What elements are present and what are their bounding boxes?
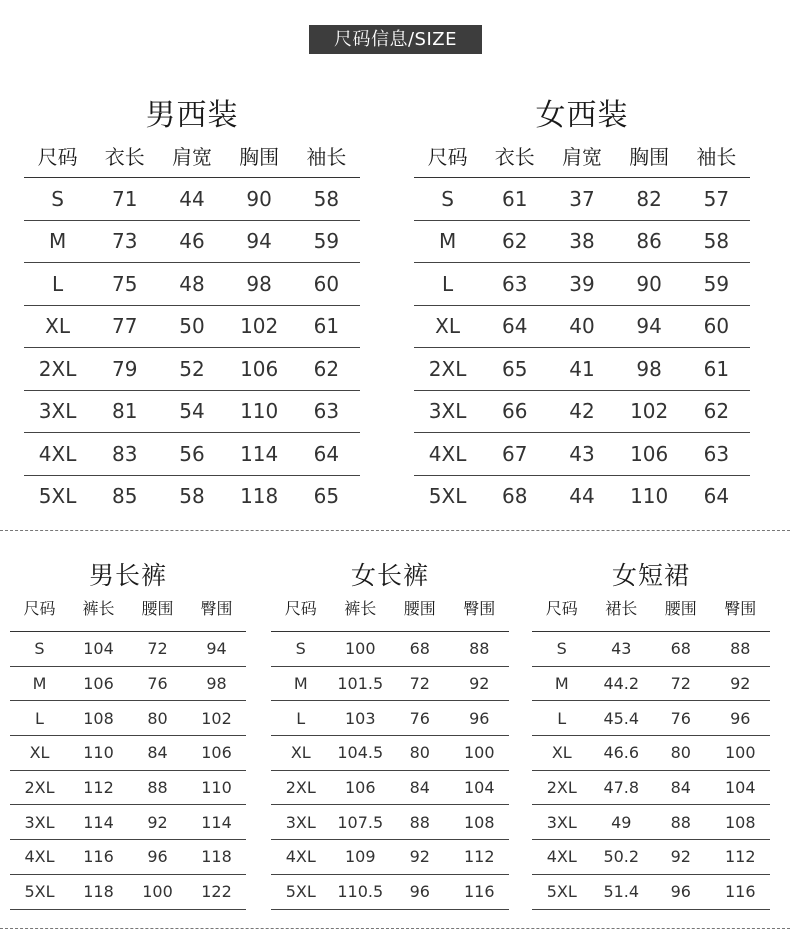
measurement-cell: 102 <box>226 305 293 348</box>
table-row <box>414 475 750 517</box>
size-cell: XL <box>10 736 69 771</box>
measurement-cell: 68 <box>390 632 450 667</box>
table-row <box>10 736 246 771</box>
size-cell: 2XL <box>271 770 331 805</box>
column-header: 尺码 <box>414 133 481 178</box>
measurement-cell: 106 <box>226 348 293 391</box>
measurement-cell: 104 <box>69 632 128 667</box>
measurement-cell: 43 <box>548 433 615 476</box>
table-row <box>532 805 770 840</box>
measurement-cell: 61 <box>683 348 750 391</box>
table-row <box>532 701 770 736</box>
measurement-cell: 61 <box>481 178 548 221</box>
measurement-cell: 86 <box>616 220 683 263</box>
measurement-cell: 118 <box>187 840 246 875</box>
measurement-cell: 110 <box>630 484 669 509</box>
mens-suit-title: 男西装 <box>145 98 239 133</box>
measurement-cell: 44 <box>158 178 225 221</box>
table-row <box>10 805 246 840</box>
measurement-cell: 106 <box>616 433 683 476</box>
measurement-cell: 51.4 <box>592 874 652 909</box>
header-row <box>24 133 360 178</box>
size-cell: 2XL <box>532 770 592 805</box>
measurement-cell: 64 <box>481 305 548 348</box>
table-row <box>10 666 246 701</box>
table-row <box>24 390 360 433</box>
size-cell: 3XL <box>10 805 69 840</box>
measurement-cell: 96 <box>450 701 510 736</box>
size-cell: M <box>532 666 592 701</box>
table-row <box>24 305 360 348</box>
measurement-cell: 94 <box>187 632 246 667</box>
table-row <box>10 840 246 875</box>
size-cell: 5XL <box>10 874 69 909</box>
measurement-cell: 62 <box>481 220 548 263</box>
measurement-cell: 42 <box>548 390 615 433</box>
column-header: 裤长 <box>69 584 128 632</box>
measurement-cell: 58 <box>293 178 360 221</box>
mens-suit-table <box>24 133 360 517</box>
size-cell: 3XL <box>24 390 91 433</box>
column-header: 尺码 <box>24 133 91 178</box>
table-row <box>271 701 509 736</box>
measurement-cell: 100 <box>450 736 510 771</box>
bottom-divider <box>0 928 790 929</box>
size-cell: M <box>271 666 331 701</box>
column-header: 裤长 <box>331 584 391 632</box>
measurement-cell: 80 <box>651 736 711 771</box>
table-row <box>10 874 246 909</box>
measurement-cell: 47.8 <box>592 770 652 805</box>
measurement-cell: 92 <box>128 805 187 840</box>
size-cell: 5XL <box>428 484 467 509</box>
measurement-cell: 118 <box>69 874 128 909</box>
measurement-cell: 110.5 <box>331 874 391 909</box>
measurement-cell: 100 <box>331 632 391 667</box>
measurement-cell: 58 <box>683 220 750 263</box>
header-row <box>532 584 770 632</box>
measurement-cell: 73 <box>91 220 158 263</box>
measurement-cell: 116 <box>711 874 771 909</box>
measurement-cell: 116 <box>450 874 510 909</box>
size-cell: 5XL <box>532 874 592 909</box>
table-row <box>24 348 360 391</box>
measurement-cell: 81 <box>91 390 158 433</box>
measurement-cell: 84 <box>128 736 187 771</box>
measurement-cell: 44 <box>569 484 595 509</box>
measurement-cell: 106 <box>187 736 246 771</box>
measurement-cell: 114 <box>69 805 128 840</box>
size-cell: 4XL <box>414 433 481 476</box>
column-header: 肩宽 <box>158 133 225 178</box>
mens-trousers-title: 男长裤 <box>88 561 167 590</box>
measurement-cell: 110 <box>226 390 293 433</box>
size-cell: M <box>10 666 69 701</box>
measurement-cell: 92 <box>711 666 771 701</box>
measurement-cell: 98 <box>226 263 293 306</box>
measurement-cell: 40 <box>548 305 615 348</box>
column-header: 袖长 <box>293 133 360 178</box>
table-row <box>271 805 509 840</box>
measurement-cell: 110 <box>69 736 128 771</box>
measurement-cell: 54 <box>158 390 225 433</box>
measurement-cell: 104 <box>450 770 510 805</box>
measurement-cell: 106 <box>331 770 391 805</box>
measurement-cell: 112 <box>711 840 771 875</box>
table-row <box>414 433 750 476</box>
measurement-cell: 98 <box>616 348 683 391</box>
table-row <box>24 220 360 263</box>
measurement-cell: 92 <box>651 840 711 875</box>
section-divider <box>0 530 790 531</box>
measurement-cell: 60 <box>683 305 750 348</box>
measurement-cell: 50.2 <box>592 840 652 875</box>
size-cell: 5XL <box>271 874 331 909</box>
measurement-cell: 90 <box>226 178 293 221</box>
measurement-cell: 80 <box>390 736 450 771</box>
measurement-cell: 101.5 <box>331 666 391 701</box>
header-row <box>271 584 509 632</box>
size-cell: XL <box>24 305 91 348</box>
measurement-cell: 102 <box>616 390 683 433</box>
measurement-cell: 75 <box>91 263 158 306</box>
womens-skirt-table <box>532 584 770 910</box>
size-cell: 4XL <box>271 840 331 875</box>
size-cell: S <box>10 632 69 667</box>
measurement-cell: 107.5 <box>331 805 391 840</box>
measurement-cell: 61 <box>293 305 360 348</box>
size-cell: L <box>24 263 91 306</box>
measurement-cell: 88 <box>450 632 510 667</box>
measurement-cell: 96 <box>390 874 450 909</box>
table-row <box>271 736 509 771</box>
measurement-cell: 41 <box>548 348 615 391</box>
column-header: 腰围 <box>651 584 711 632</box>
table-row <box>414 178 750 221</box>
measurement-cell: 114 <box>226 433 293 476</box>
table-row <box>532 632 770 667</box>
column-header: 衣长 <box>481 133 548 178</box>
size-cell: 4XL <box>10 840 69 875</box>
measurement-cell: 65 <box>481 348 548 391</box>
table-row <box>24 433 360 476</box>
measurement-cell: 92 <box>450 666 510 701</box>
measurement-cell: 84 <box>651 770 711 805</box>
table-row <box>271 874 509 909</box>
table-row <box>271 840 509 875</box>
measurement-cell: 58 <box>179 484 205 509</box>
table-row <box>414 220 750 263</box>
mens-trousers-table <box>10 584 246 910</box>
table-row <box>24 263 360 306</box>
measurement-cell: 106 <box>69 666 128 701</box>
column-header: 臀围 <box>711 584 771 632</box>
table-row <box>532 736 770 771</box>
measurement-cell: 112 <box>450 840 510 875</box>
table-row <box>10 770 246 805</box>
size-cell: 3XL <box>532 805 592 840</box>
table-row <box>10 632 246 667</box>
table-row <box>414 305 750 348</box>
table-row <box>532 770 770 805</box>
measurement-cell: 56 <box>158 433 225 476</box>
measurement-cell: 108 <box>450 805 510 840</box>
womens-skirt-title: 女短裙 <box>611 561 690 590</box>
header-row <box>414 133 750 178</box>
measurement-cell: 63 <box>683 433 750 476</box>
column-header: 腰围 <box>128 584 187 632</box>
column-header: 裙长 <box>592 584 652 632</box>
measurement-cell: 71 <box>91 178 158 221</box>
table-row <box>24 178 360 221</box>
measurement-cell: 37 <box>548 178 615 221</box>
measurement-cell: 72 <box>390 666 450 701</box>
measurement-cell: 65 <box>313 484 340 509</box>
measurement-cell: 96 <box>651 874 711 909</box>
womens-trousers-title: 女长裤 <box>350 561 429 590</box>
measurement-cell: 77 <box>91 305 158 348</box>
table-row <box>24 475 360 517</box>
measurement-cell: 96 <box>128 840 187 875</box>
column-header: 臀围 <box>450 584 510 632</box>
measurement-cell: 68 <box>502 484 528 509</box>
measurement-cell: 96 <box>711 701 771 736</box>
measurement-cell: 80 <box>128 701 187 736</box>
measurement-cell: 38 <box>548 220 615 263</box>
column-header: 衣长 <box>91 133 158 178</box>
size-cell: 5XL <box>38 484 77 509</box>
womens-suit-table <box>414 133 750 517</box>
measurement-cell: 66 <box>481 390 548 433</box>
measurement-cell: 72 <box>651 666 711 701</box>
table-row <box>414 390 750 433</box>
measurement-cell: 79 <box>91 348 158 391</box>
measurement-cell: 72 <box>128 632 187 667</box>
measurement-cell: 67 <box>481 433 548 476</box>
measurement-cell: 112 <box>69 770 128 805</box>
size-cell: M <box>414 220 481 263</box>
column-header: 臀围 <box>187 584 246 632</box>
measurement-cell: 84 <box>390 770 450 805</box>
table-row <box>532 666 770 701</box>
measurement-cell: 63 <box>481 263 548 306</box>
measurement-cell: 64 <box>293 433 360 476</box>
measurement-cell: 57 <box>683 178 750 221</box>
column-header: 袖长 <box>683 133 750 178</box>
measurement-cell: 94 <box>226 220 293 263</box>
measurement-cell: 100 <box>128 874 187 909</box>
header-row <box>10 584 246 632</box>
measurement-cell: 90 <box>616 263 683 306</box>
column-header: 胸围 <box>226 133 293 178</box>
size-cell: S <box>271 632 331 667</box>
size-cell: S <box>414 178 481 221</box>
measurement-cell: 94 <box>616 305 683 348</box>
table-row <box>532 874 770 909</box>
size-cell: L <box>271 701 331 736</box>
measurement-cell: 83 <box>91 433 158 476</box>
measurement-cell: 76 <box>128 666 187 701</box>
measurement-cell: 100 <box>711 736 771 771</box>
column-header: 尺码 <box>532 584 592 632</box>
measurement-cell: 104.5 <box>331 736 391 771</box>
measurement-cell: 76 <box>390 701 450 736</box>
table-row <box>271 666 509 701</box>
table-row <box>271 770 509 805</box>
table-row <box>532 840 770 875</box>
measurement-cell: 103 <box>331 701 391 736</box>
measurement-cell: 92 <box>390 840 450 875</box>
size-cell: L <box>532 701 592 736</box>
table-row <box>414 263 750 306</box>
measurement-cell: 50 <box>158 305 225 348</box>
measurement-cell: 59 <box>293 220 360 263</box>
size-cell: L <box>414 263 481 306</box>
column-header: 肩宽 <box>548 133 615 178</box>
measurement-cell: 49 <box>592 805 652 840</box>
size-cell: 2XL <box>414 348 481 391</box>
measurement-cell: 110 <box>187 770 246 805</box>
size-cell: M <box>24 220 91 263</box>
size-cell: 2XL <box>24 348 91 391</box>
measurement-cell: 59 <box>683 263 750 306</box>
size-cell: 4XL <box>24 433 91 476</box>
size-info-badge: 尺码信息/SIZE <box>309 25 482 54</box>
measurement-cell: 122 <box>187 874 246 909</box>
measurement-cell: 39 <box>548 263 615 306</box>
measurement-cell: 88 <box>711 632 771 667</box>
size-cell: S <box>532 632 592 667</box>
measurement-cell: 46.6 <box>592 736 652 771</box>
measurement-cell: 109 <box>331 840 391 875</box>
womens-trousers-table <box>271 584 509 910</box>
womens-suit-title: 女西装 <box>535 98 629 133</box>
measurement-cell: 48 <box>158 263 225 306</box>
measurement-cell: 76 <box>651 701 711 736</box>
measurement-cell: 68 <box>651 632 711 667</box>
measurement-cell: 98 <box>187 666 246 701</box>
size-cell: 4XL <box>532 840 592 875</box>
measurement-cell: 45.4 <box>592 701 652 736</box>
table-row <box>10 701 246 736</box>
measurement-cell: 88 <box>651 805 711 840</box>
size-cell: S <box>24 178 91 221</box>
measurement-cell: 104 <box>711 770 771 805</box>
measurement-cell: 64 <box>703 484 730 509</box>
column-header: 腰围 <box>390 584 450 632</box>
measurement-cell: 44.2 <box>592 666 652 701</box>
size-cell: XL <box>532 736 592 771</box>
size-cell: XL <box>414 305 481 348</box>
size-cell: XL <box>271 736 331 771</box>
measurement-cell: 46 <box>158 220 225 263</box>
column-header: 胸围 <box>616 133 683 178</box>
measurement-cell: 62 <box>293 348 360 391</box>
size-cell: 3XL <box>414 390 481 433</box>
size-cell: 2XL <box>10 770 69 805</box>
measurement-cell: 118 <box>240 484 279 509</box>
measurement-cell: 82 <box>616 178 683 221</box>
measurement-cell: 63 <box>293 390 360 433</box>
column-header: 尺码 <box>10 584 69 632</box>
measurement-cell: 102 <box>187 701 246 736</box>
measurement-cell: 43 <box>592 632 652 667</box>
measurement-cell: 116 <box>69 840 128 875</box>
size-cell: 3XL <box>271 805 331 840</box>
measurement-cell: 88 <box>128 770 187 805</box>
measurement-cell: 60 <box>293 263 360 306</box>
measurement-cell: 114 <box>187 805 246 840</box>
table-row <box>414 348 750 391</box>
measurement-cell: 85 <box>112 484 138 509</box>
measurement-cell: 108 <box>69 701 128 736</box>
measurement-cell: 108 <box>711 805 771 840</box>
measurement-cell: 62 <box>683 390 750 433</box>
measurement-cell: 52 <box>158 348 225 391</box>
column-header: 尺码 <box>271 584 331 632</box>
table-row <box>271 632 509 667</box>
measurement-cell: 88 <box>390 805 450 840</box>
size-cell: L <box>10 701 69 736</box>
